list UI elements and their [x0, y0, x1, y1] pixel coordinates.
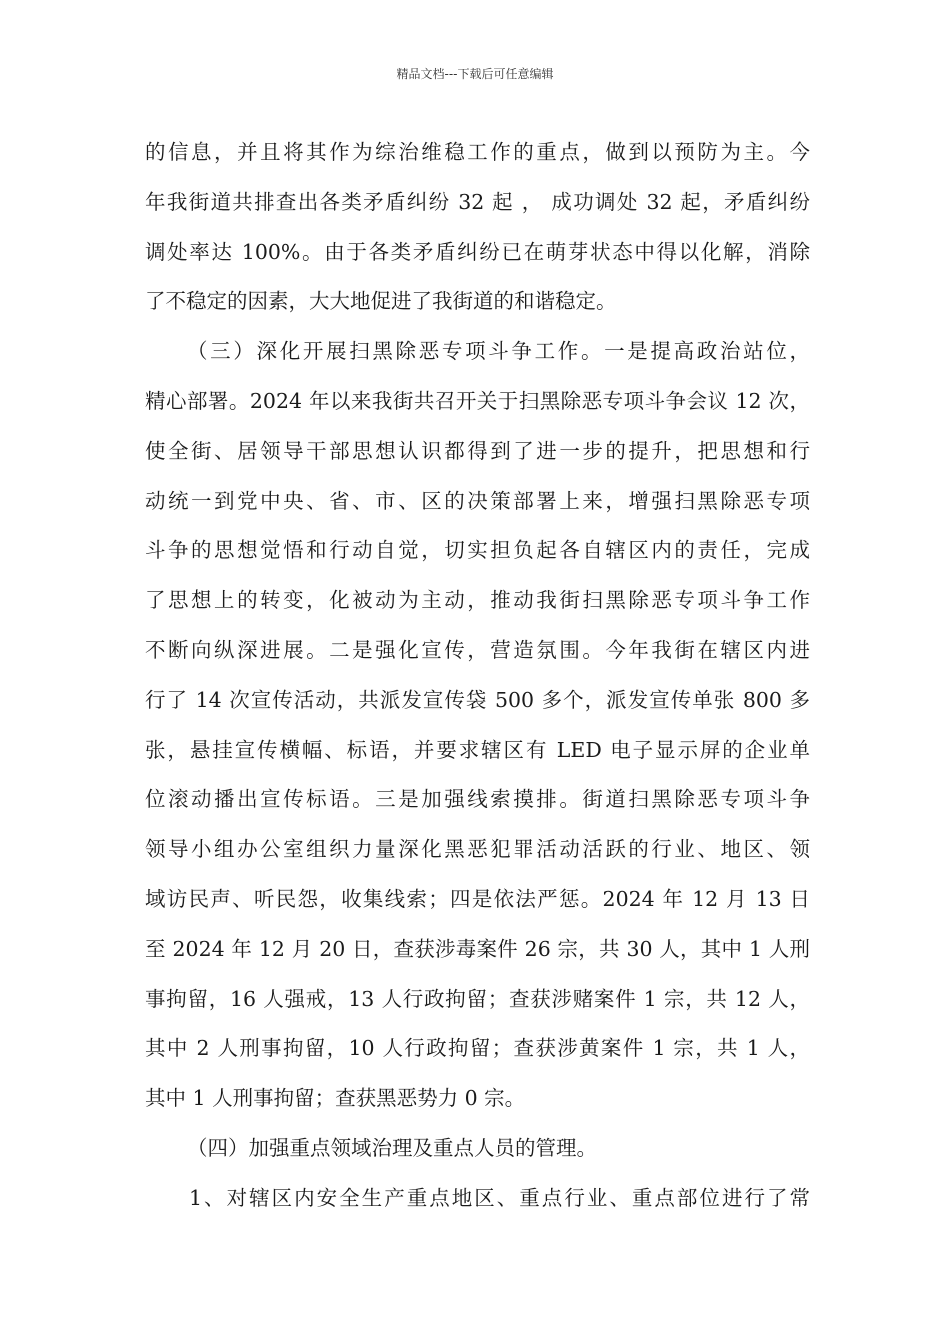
- text-line: 动统一到党中央、省、市、区的决策部署上来，增强扫黑除恶专项: [145, 488, 810, 513]
- text-line: 至 2024 年 12 月 20 日，查获涉毒案件 26 宗，共 30 人，其中 1 人刑: [145, 936, 810, 961]
- text-line: 其中 2 人刑事拘留，10 人行政拘留；查获涉黄案件 1 宗，共 1 人，: [145, 1036, 810, 1061]
- text-line: 使全街、居领导干部思想认识都得到了进一步的提升，把思想和行: [145, 438, 810, 463]
- text-line: 了不稳定的因素，大大地促进了我街道的和谐稳定。: [145, 289, 617, 314]
- text-line: 不断向纵深进展。二是强化宣传，营造氛围。今年我街在辖区内进: [145, 637, 810, 662]
- paragraph: [145, 1174, 810, 1224]
- text-line: 张，悬挂宣传横幅、标语，并要求辖区有 LED 电子显示屏的企业单: [145, 737, 810, 762]
- text-line: 精心部署。2024 年以来我街共召开关于扫黑除恶专项斗争会议 12 次，: [145, 388, 810, 413]
- section-heading: [145, 1124, 810, 1174]
- text-line: 年我街道共排查出各类矛盾纠纷 32 起 ， 成功调处 32 起，矛盾纠纷: [145, 189, 810, 214]
- text-line: 1、对辖区内安全生产重点地区、重点行业、重点部位进行了常: [189, 1185, 810, 1210]
- text-line: （四）加强重点领域治理及重点人员的管理。: [187, 1135, 597, 1160]
- paragraph: [145, 327, 810, 1124]
- text-line: 行了 14 次宣传活动，共派发宣传袋 500 多个，派发宣传单张 800 多: [145, 687, 810, 712]
- text-line: 了思想上的转变，化被动为主动，推动我街扫黑除恶专项斗争工作: [145, 588, 810, 613]
- text-line: 位滚动播出宣传标语。三是加强线索摸排。街道扫黑除恶专项斗争: [145, 787, 810, 812]
- text-line: 斗争的思想觉悟和行动自觉，切实担负起各自辖区内的责任，完成: [145, 538, 810, 563]
- text-line: 领导小组办公室组织力量深化黑恶犯罪活动活跃的行业、地区、领: [145, 837, 810, 862]
- document-body: [145, 128, 810, 1224]
- text-line: （三）深化开展扫黑除恶专项斗争工作。一是提高政治站位，: [187, 339, 810, 364]
- text-line: 的信息，并且将其作为综治维稳工作的重点，做到以预防为主。今: [145, 140, 810, 164]
- paragraph: [145, 128, 810, 327]
- text-line: 域访民声、听民怨，收集线索；四是依法严惩。2024 年 12 月 13 日: [145, 886, 810, 911]
- text-line: 事拘留，16 人强戒，13 人行政拘留；查获涉赌案件 1 宗，共 12 人，: [145, 986, 810, 1011]
- text-line: 其中 1 人刑事拘留；查获黑恶势力 0 宗。: [145, 1086, 526, 1111]
- page-header: 精品文档---下载后可任意编辑: [396, 67, 554, 81]
- text-line: 调处率达 100%。由于各类矛盾纠纷已在萌芽状态中得以化解，消除: [145, 239, 810, 264]
